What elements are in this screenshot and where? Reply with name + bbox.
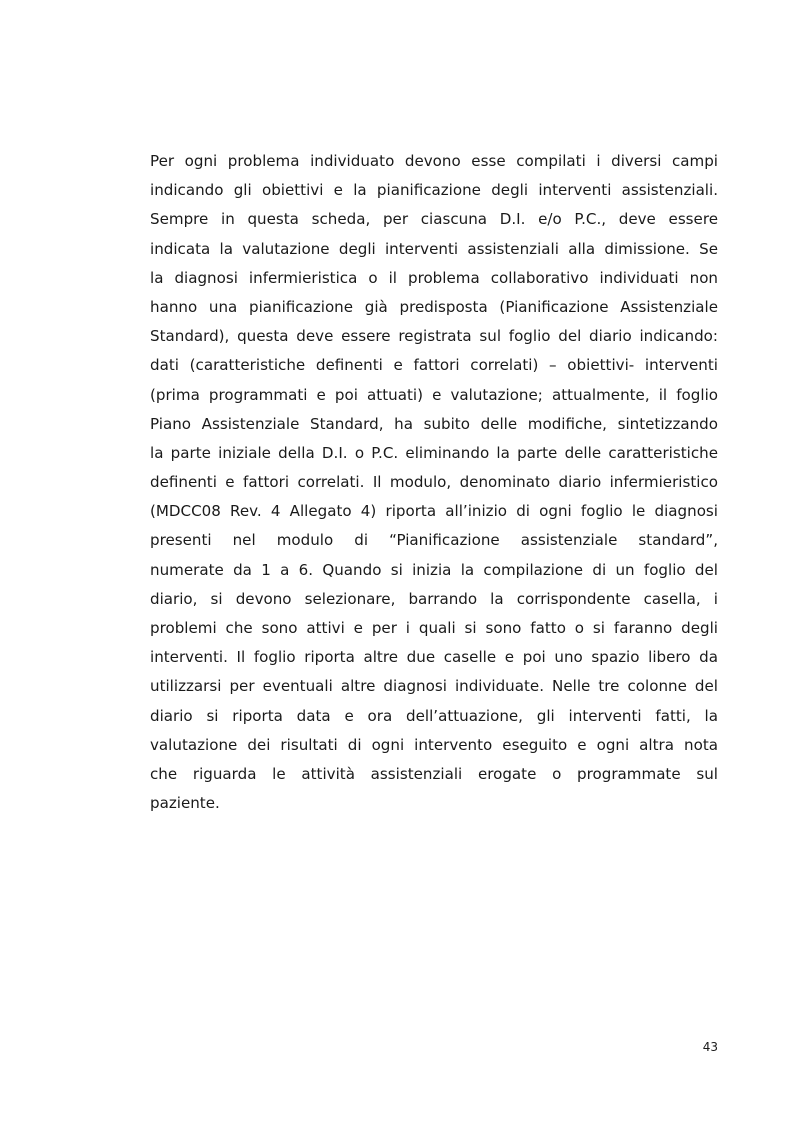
- paragraph-line: valutazione dei risultati di ogni intervento eseguito e ogni altra nota: [150, 735, 718, 754]
- paragraph-line: paziente.: [150, 794, 220, 813]
- paragraph-line: che riguarda le attività assistenziali erogate o programmate sul: [150, 764, 718, 783]
- paragraph-line: la parte iniziale della D.I. o P.C. eliminando la parte delle caratteristiche: [150, 443, 718, 462]
- paragraph-line: Standard), questa deve essere registrata sul foglio del diario indicando:: [150, 327, 718, 346]
- paragraph-line: Per ogni problema individuato devono esse compilati i diversi campi: [150, 152, 718, 170]
- paragraph-line: presenti nel modulo di “Pianificazione assistenziale standard”,: [150, 531, 718, 550]
- paragraph-line: Sempre in questa scheda, per ciascuna D.I. e/o P.C., deve essere: [150, 210, 718, 229]
- paragraph-line: diario si riporta data e ora dell’attuazione, gli interventi fatti, la: [150, 706, 718, 725]
- paragraph-line: diario, si devono selezionare, barrando la corrispondente casella, i: [150, 589, 718, 608]
- paragraph-line: numerate da 1 a 6. Quando si inizia la compilazione di un foglio del: [150, 560, 718, 579]
- paragraph-line: utilizzarsi per eventuali altre diagnosi individuate. Nelle tre colonne del: [150, 677, 718, 696]
- paragraph-line: (prima programmati e poi attuati) e valutazione; attualmente, il foglio: [150, 385, 718, 404]
- body-paragraph: [150, 147, 718, 818]
- paragraph-line: hanno una pianificazione già predisposta (Pianificazione Assistenziale: [150, 297, 718, 316]
- paragraph-line: problemi che sono attivi e per i quali si sono fatto o si faranno degli: [150, 619, 718, 637]
- paragraph-line: indicata la valutazione degli interventi assistenziali alla dimissione. Se: [150, 239, 718, 258]
- paragraph-line: dati (caratteristiche definenti e fattori correlati) – obiettivi- interventi: [150, 356, 718, 375]
- paragraph-line: Piano Assistenziale Standard, ha subito delle modifiche, sintetizzando: [150, 414, 718, 433]
- paragraph-line: (MDCC08 Rev. 4 Allegato 4) riporta all’inizio di ogni foglio le diagnosi: [150, 502, 718, 521]
- page-number: 43: [702, 1040, 718, 1054]
- paragraph-line: indicando gli obiettivi e la pianificazione degli interventi assistenziali.: [150, 181, 718, 200]
- paragraph-line: definenti e fattori correlati. Il modulo, denominato diario infermieristico: [150, 473, 718, 492]
- paragraph-line: la diagnosi infermieristica o il problema collaborativo individuati non: [150, 268, 718, 287]
- paragraph-line: interventi. Il foglio riporta altre due caselle e poi uno spazio libero da: [150, 648, 718, 667]
